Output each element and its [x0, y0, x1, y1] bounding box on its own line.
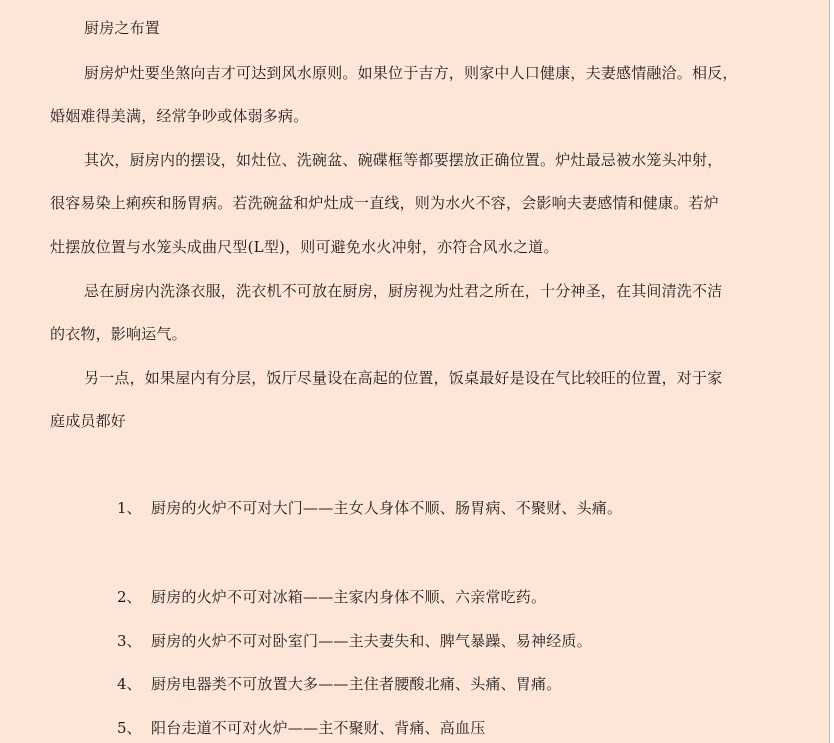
list-item-text: 厨房的火炉不可对卧室门——主夫妻失和、脾气暴躁、易神经质。 [151, 632, 592, 650]
list-item-number: 2、 [117, 588, 142, 606]
paragraph-1-line-1: 厨房炉灶要坐煞向吉才可达到风水原则。如果位于吉方，则家中人口健康，夫妻感情融洽。相反， [84, 64, 738, 82]
list-item-text: 厨房的火炉不可对冰箱——主家内身体不顺、六亲常吃药。 [151, 588, 547, 606]
paragraph-3-line-2: 的衣物，影响运气。 [50, 325, 187, 343]
list-item-number: 5、 [117, 719, 142, 737]
paragraph-4-line-1: 另一点，如果屋内有分层，饭厅尽量设在高起的位置，饭桌最好是设在气比较旺的位置，对于家 [84, 369, 723, 387]
paragraph-2-line-2: 很容易染上痢疾和肠胃病。若洗碗盆和炉灶成一直线，则为水火不容，会影响夫妻感情和健康。若炉 [50, 194, 719, 212]
paragraph-3-line-1: 忌在厨房内洗涤衣服，洗衣机不可放在厨房，厨房视为灶君之所在，十分神圣，在其间清洗不洁 [84, 282, 723, 300]
list-item-number: 1、 [117, 499, 142, 517]
paragraph-1-line-2: 婚姻难得美满，经常争吵或体弱多病。 [50, 107, 309, 125]
list-item-text: 厨房电器类不可放置大多——主住者腰酸北痛、头痛、胃痛。 [151, 675, 562, 693]
paragraph-4-line-2: 庭成员都好 [50, 412, 127, 430]
paragraph-2-line-3: 灶摆放位置与水笼头成曲尺型(L型)，则可避免水火冲射，亦符合风水之道。 [50, 238, 559, 256]
list-item-text: 阳台走道不可对火炉——主不聚财、背痛、高血压 [151, 719, 486, 737]
list-item-text: 厨房的火炉不可对大门——主女人身体不顺、肠胃病、不聚财、头痛。 [151, 499, 623, 517]
list-item-number: 4、 [117, 675, 142, 693]
list-item-number: 3、 [117, 632, 142, 650]
paragraph-2-line-1: 其次，厨房内的摆设，如灶位、洗碗盆、碗碟框等都要摆放正确位置。炉灶最忌被水笼头冲射， [84, 151, 723, 169]
heading: 厨房之布置 [84, 19, 161, 37]
